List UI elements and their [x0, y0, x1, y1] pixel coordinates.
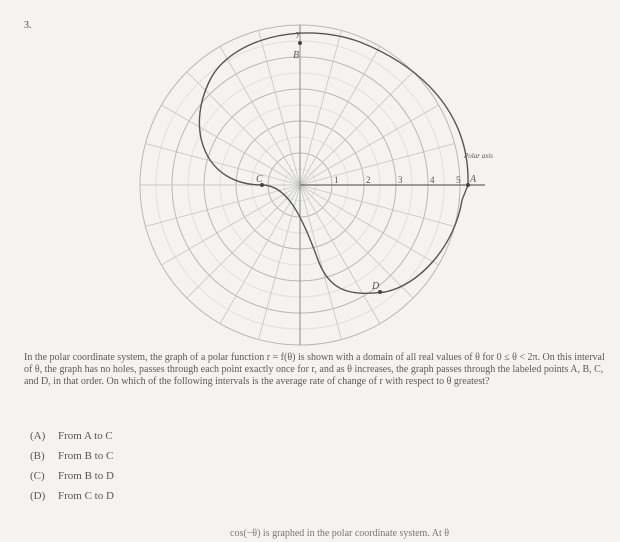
grid-ray [161, 105, 300, 185]
point-a-label: A [470, 174, 477, 185]
grid-ray [300, 105, 439, 185]
choice-a[interactable] [30, 430, 114, 450]
choice-d[interactable] [30, 490, 114, 510]
grid-ray [146, 144, 301, 185]
grid-ray [300, 185, 341, 340]
tick-label: 2 [366, 175, 371, 185]
point-d-label: D [372, 281, 380, 292]
choice-text: From B to C [58, 450, 114, 462]
choice-c[interactable] [30, 470, 114, 490]
grid-ray [161, 185, 300, 265]
choice-letter: (B) [30, 450, 45, 462]
question-number: 3. [24, 20, 32, 31]
choice-text: From C to D [58, 490, 114, 502]
grid-ray [259, 185, 300, 340]
choice-text: From A to C [58, 430, 113, 442]
next-question-fragment: cos(−θ) is graphed in the polar coordinate system. At θ [230, 528, 450, 539]
question-stem: In the polar coordinate system, the graph of a polar function r = f(θ) is shown with a domain of all real values of θ for 0 ≤ θ < 2π. On this interval of θ, the graph has no holes, passes through each point exactly once for r, and as θ increases, the graph passes through the labeled points A, B, C, and D, in that order. On which of the following intervals is the average rate of change of r with respect to θ greatest? [24, 352, 605, 387]
grid-ray [300, 185, 439, 265]
tick-label: 3 [398, 175, 403, 185]
grid-ray [300, 46, 380, 185]
grid-ray [146, 185, 301, 226]
choice-letter: (A) [30, 430, 46, 442]
choice-letter: (C) [30, 470, 45, 482]
choice-b[interactable] [30, 450, 114, 470]
grid-ray [300, 31, 341, 186]
grid-ray [220, 46, 300, 185]
tick-labels [334, 175, 461, 185]
tick-label: 4 [430, 175, 435, 185]
choice-letter: (D) [30, 490, 46, 502]
polar-axis-label: Polar axis [464, 152, 493, 160]
grid-ray [300, 185, 380, 324]
grid-ray [300, 185, 455, 226]
y-axis-label: y [296, 29, 300, 38]
point-b-label: B [293, 50, 300, 61]
tick-label: 1 [334, 175, 339, 185]
choice-text: From B to D [58, 470, 114, 482]
answer-choices [30, 430, 114, 510]
point-c-label: C [256, 174, 263, 185]
grid-ray [220, 185, 300, 324]
tick-label: 5 [456, 175, 461, 185]
